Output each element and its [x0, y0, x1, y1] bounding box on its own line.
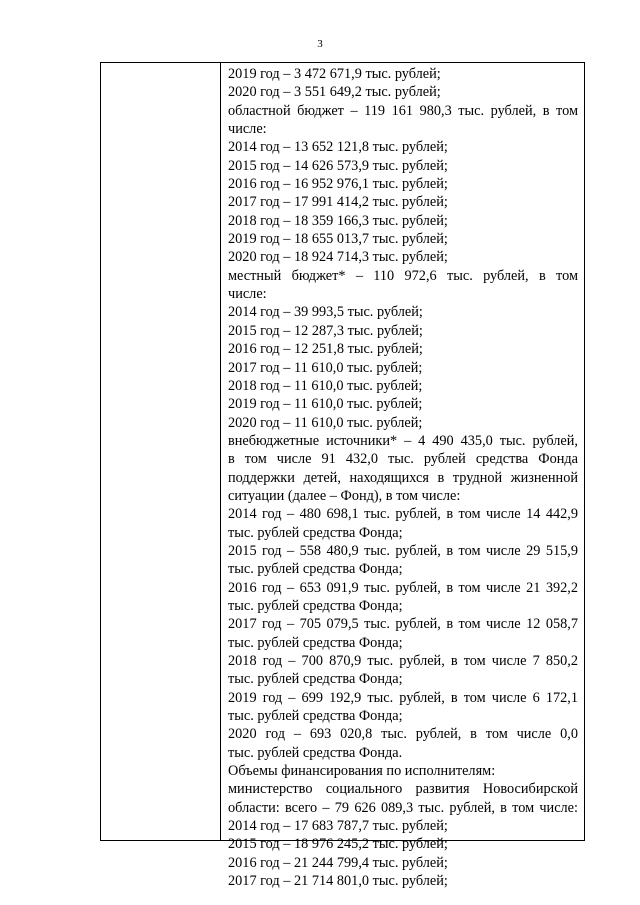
- text-line: 2018 год – 18 359 166,3 тыс. рублей;: [228, 212, 448, 229]
- text-line: областной бюджет – 119 161 980,3 тыс. рублей, в том: [228, 102, 578, 119]
- text-line: поддержки детей, находящихся в трудной жизненной: [228, 469, 578, 486]
- text-line: 2019 год – 699 192,9 тыс. рублей, в том числе 6 172,1: [228, 689, 578, 706]
- text-line: 2018 год – 11 610,0 тыс. рублей;: [228, 377, 423, 394]
- table-right-column: [221, 63, 584, 890]
- text-line: тыс. рублей средства Фонда;: [228, 708, 403, 725]
- text-line: 2020 год – 18 924 714,3 тыс. рублей;: [228, 249, 448, 266]
- text-line: 2015 год – 12 287,3 тыс. рублей;: [228, 322, 423, 339]
- text-line: тыс. рублей средства Фонда;: [228, 597, 403, 614]
- text-line: 2020 год – 3 551 649,2 тыс. рублей;: [228, 84, 441, 101]
- text-line: 2014 год – 480 698,1 тыс. рублей, в том числе 14 442,9: [228, 506, 578, 523]
- financing-table: [100, 62, 585, 890]
- text-line: Объемы финансирования по исполнителям:: [228, 763, 496, 780]
- text-line: числе:: [228, 286, 267, 303]
- text-line: тыс. рублей средства Фонда;: [228, 671, 403, 688]
- text-line: 2019 год – 3 472 671,9 тыс. рублей;: [228, 66, 441, 82]
- text-line: 2015 год – 558 480,9 тыс. рублей, в том числе 29 515,9: [228, 542, 578, 559]
- text-line: 2019 год – 18 655 013,7 тыс. рублей;: [228, 231, 448, 248]
- text-line: 2016 год – 653 091,9 тыс. рублей, в том числе 21 392,2: [228, 579, 578, 596]
- text-line: тыс. рублей средства Фонда;: [228, 561, 403, 578]
- text-line: 2014 год – 39 993,5 тыс. рублей;: [228, 304, 423, 321]
- text-line: 2015 год – 14 626 573,9 тыс. рублей;: [228, 157, 448, 174]
- text-line: местный бюджет* – 110 972,6 тыс. рублей, в том: [228, 267, 578, 284]
- text-line: 2019 год – 11 610,0 тыс. рублей;: [228, 396, 423, 413]
- text-line: в том числе 91 432,0 тыс. рублей средства Фонда: [228, 451, 578, 468]
- text-line: 2017 год – 11 610,0 тыс. рублей;: [228, 359, 423, 376]
- text-line: тыс. рублей средства Фонда;: [228, 524, 403, 541]
- text-line: числе:: [228, 121, 267, 138]
- text-line: ситуации (далее – Фонд), в том числе:: [228, 487, 461, 504]
- text-line: 2014 год – 17 683 787,7 тыс. рублей;: [228, 818, 448, 835]
- text-line: 2015 год – 18 976 245,2 тыс. рублей;: [228, 836, 448, 853]
- text-line: 2020 год – 11 610,0 тыс. рублей;: [228, 414, 423, 431]
- text-line: тыс. рублей средства Фонда.: [228, 744, 403, 761]
- text-line: 2017 год – 705 079,5 тыс. рублей, в том числе 12 058,7: [228, 616, 578, 633]
- text-line: 2017 год – 17 991 414,2 тыс. рублей;: [228, 194, 448, 211]
- text-line: 2016 год – 16 952 976,1 тыс. рублей;: [228, 176, 448, 193]
- text-line: 2018 год – 700 870,9 тыс. рублей, в том числе 7 850,2: [228, 653, 578, 669]
- table-left-column: [101, 63, 221, 840]
- text-line: тыс. рублей средства Фонда;: [228, 634, 403, 651]
- text-line: министерство социального развития Новосибирской: [228, 781, 578, 798]
- page-number: 3: [317, 38, 323, 50]
- text-line: 2016 год – 12 251,8 тыс. рублей;: [228, 341, 423, 358]
- text-line: 2020 год – 693 020,8 тыс. рублей, в том числе 0,0: [228, 726, 578, 743]
- text-line: 2017 год – 21 714 801,0 тыс. рублей;: [228, 873, 448, 890]
- text-line: 2016 год – 21 244 799,4 тыс. рублей;: [228, 854, 448, 871]
- text-line: внебюджетные источники* – 4 490 435,0 тыс. рублей,: [228, 432, 578, 449]
- text-line: области: всего – 79 626 089,3 тыс. рублей, в том числе:: [228, 799, 578, 816]
- text-line: 2014 год – 13 652 121,8 тыс. рублей;: [228, 139, 448, 156]
